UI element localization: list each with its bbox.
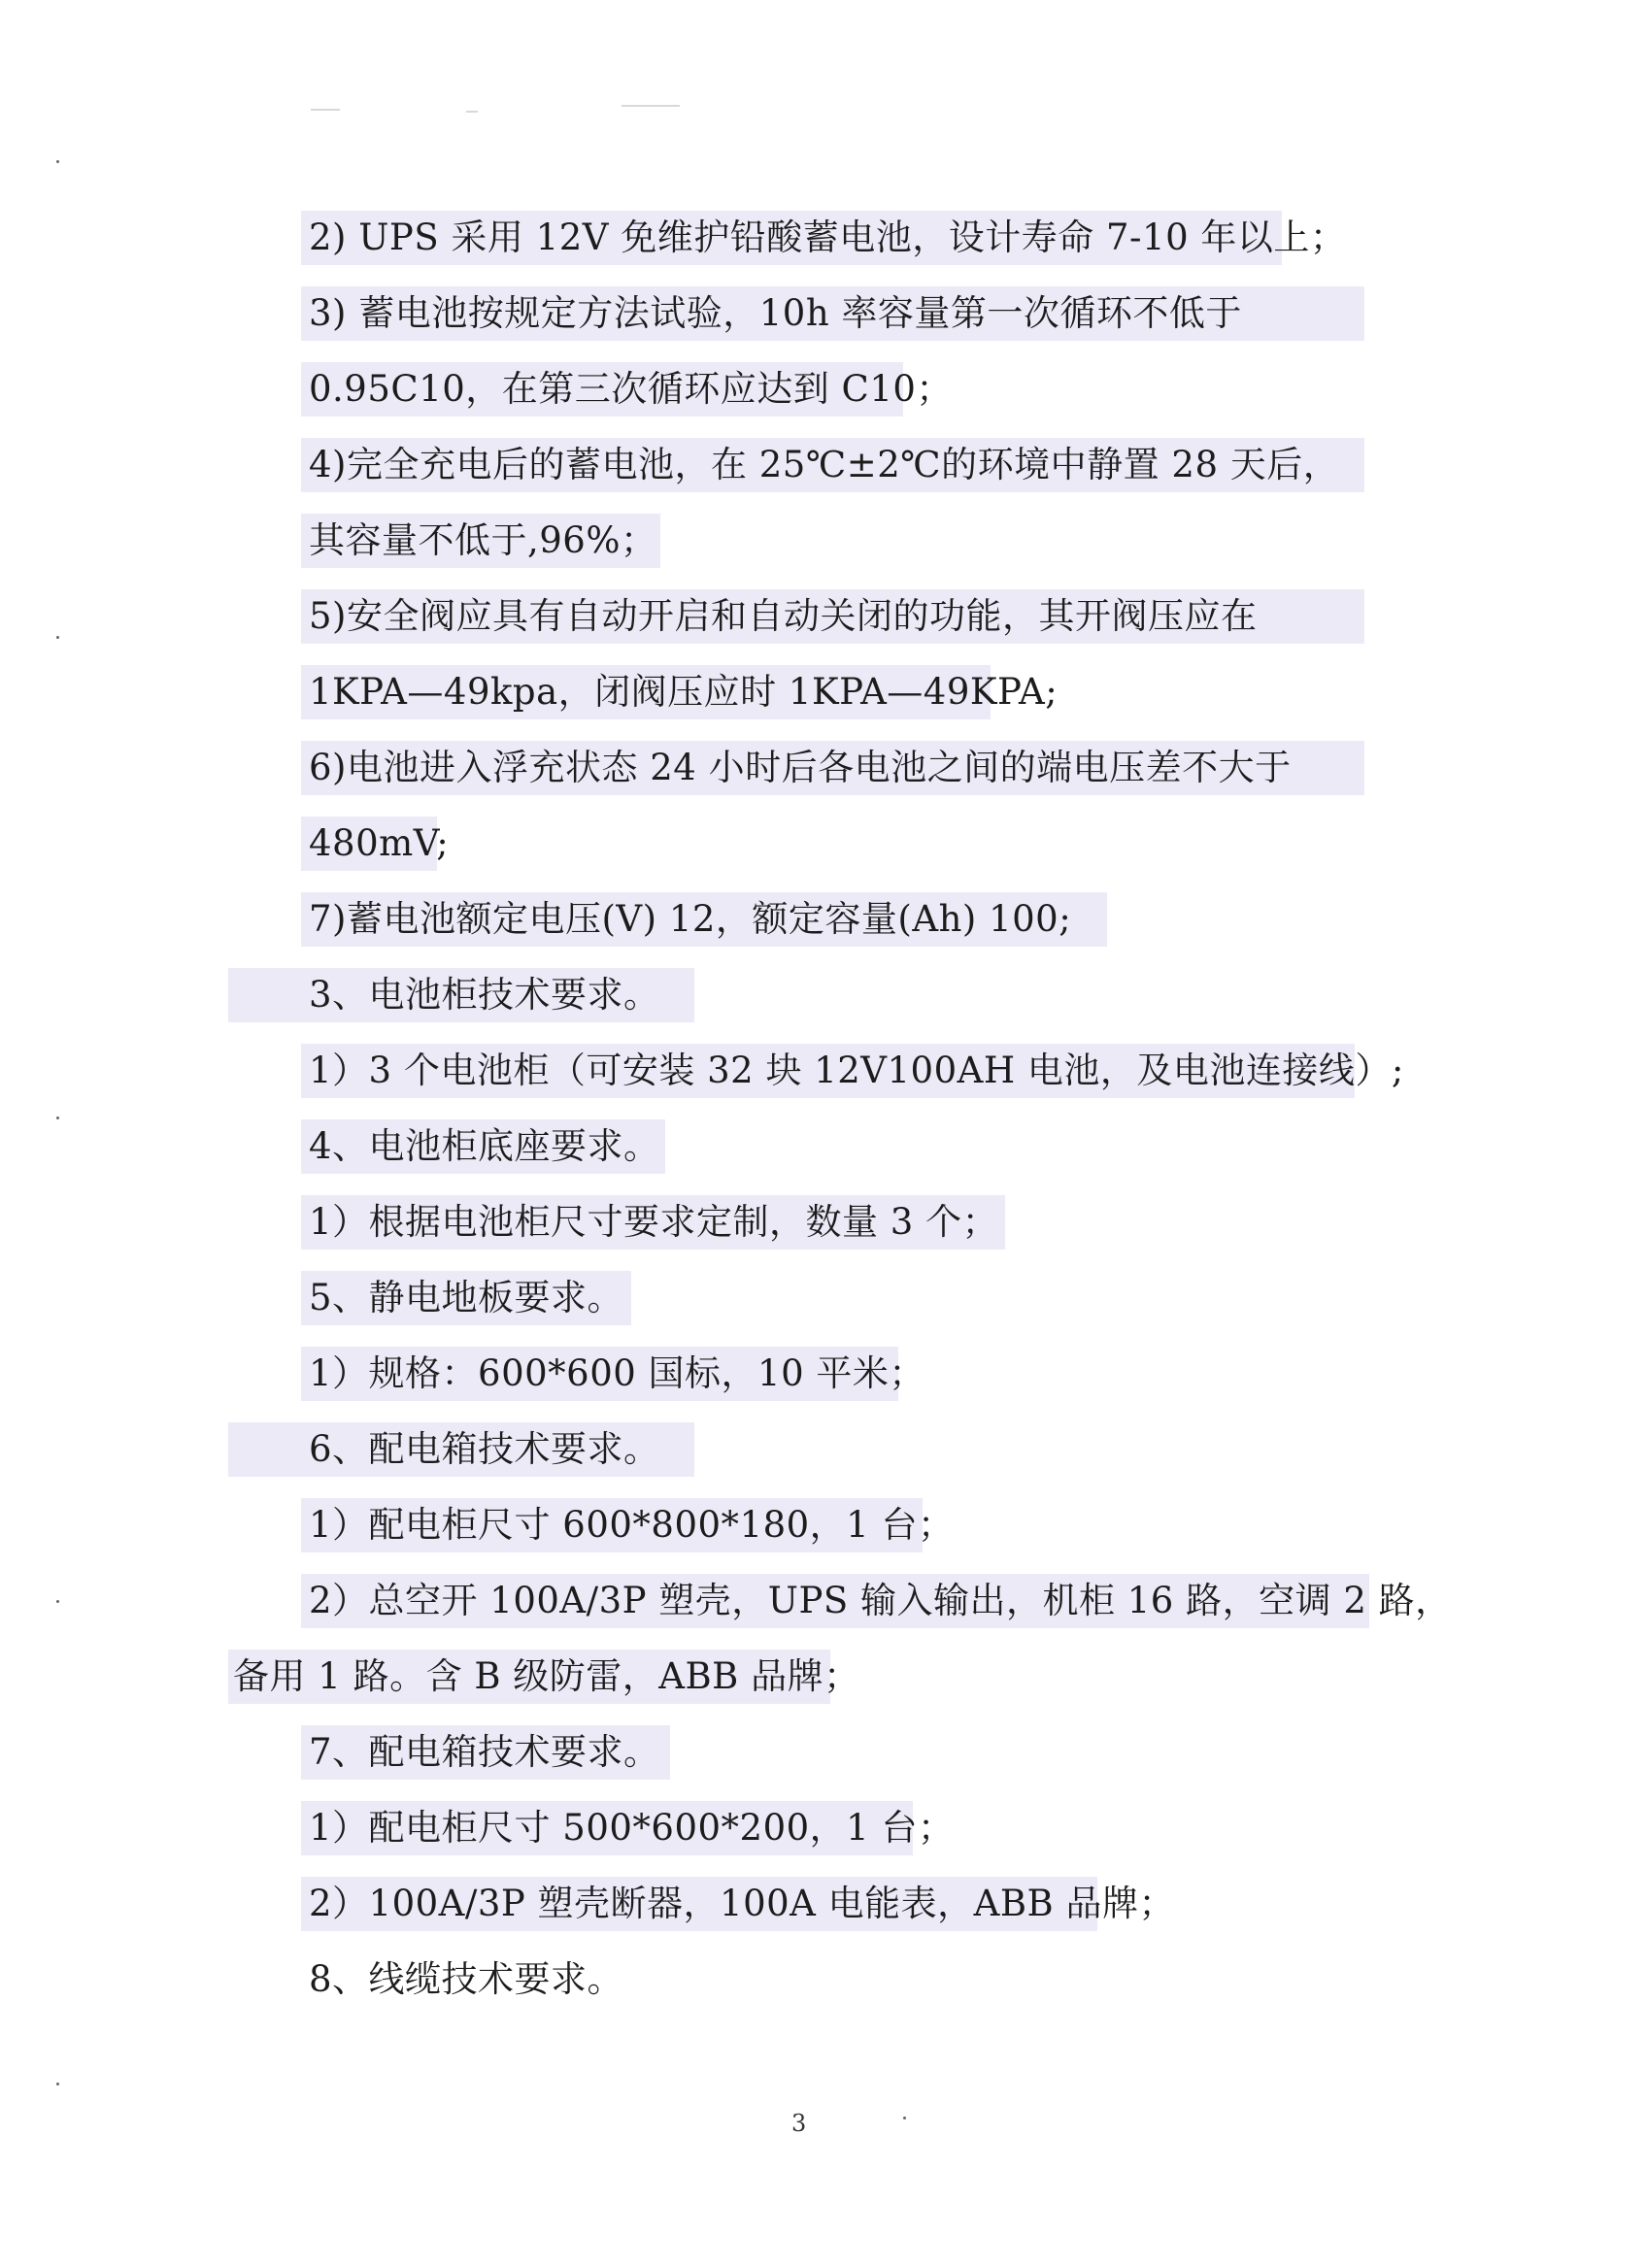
text-line: 1）配电柜尺寸 500*600*200，1 台； [309,1807,955,1849]
text-line: 4)完全充电后的蓄电池，在 25℃±2℃的环境中静置 28 天后， [309,444,1340,485]
section-heading: 4、电池柜底座要求。 [309,1125,660,1167]
scan-speck [56,1600,59,1603]
scan-speck [56,1117,59,1119]
text-line: 1）根据电池柜尺寸要求定制，数量 3 个； [309,1201,999,1243]
text-line: 5)安全阀应具有自动开启和自动关闭的功能，其开阀压应在 [309,595,1258,637]
text-line: 2）总空开 100A/3P 塑壳，UPS 输入输出，机柜 16 路，空调 2 路， [309,1580,1452,1621]
scan-speck [56,636,59,639]
text-line: 1）配电柜尺寸 600*800*180，1 台； [309,1504,955,1546]
section-heading: 5、静电地板要求。 [309,1277,624,1318]
scan-artifact [311,109,340,111]
section-heading: 3、电池柜技术要求。 [309,974,660,1016]
text-line: 2) UPS 采用 12V 免维护铅酸蓄电池，设计寿命 7-10 年以上； [309,217,1347,258]
scan-artifact [622,105,680,107]
section-heading: 8、线缆技术要求。 [309,1958,624,2000]
page-number: 3 [791,2110,807,2137]
text-line: 480mV; [309,822,450,864]
text-line: 3) 蓄电池按规定方法试验，10h 率容量第一次循环不低于 [309,292,1242,334]
text-line: 1KPA—49kpa，闭阀压应时 1KPA—49KPA; [309,671,1059,713]
scan-speck [903,2117,906,2119]
text-line: 备用 1 路。含 B 级防雷，ABB 品牌； [233,1655,860,1697]
section-heading: 7、配电箱技术要求。 [309,1731,660,1773]
text-line: 1）3 个电池柜（可安装 32 块 12V100AH 电池，及电池连接线）; [309,1050,1404,1091]
scan-speck [56,160,59,163]
text-line: 2）100A/3P 塑壳断器，100A 电能表，ABB 品牌； [309,1883,1176,1924]
text-line: 其容量不低于,96%； [309,519,657,561]
text-line: 0.95C10，在第三次循环应达到 C10； [309,368,953,410]
scan-artifact [466,111,478,113]
scan-speck [56,2083,59,2085]
text-line: 6)电池进入浮充状态 24 小时后各电池之间的端电压差不大于 [309,747,1292,788]
text-line: 7)蓄电池额定电压(V) 12，额定容量(Ah) 100; [309,898,1072,940]
text-line: 1）规格：600*600 国标，10 平米； [309,1352,925,1394]
section-heading: 6、配电箱技术要求。 [309,1428,660,1470]
